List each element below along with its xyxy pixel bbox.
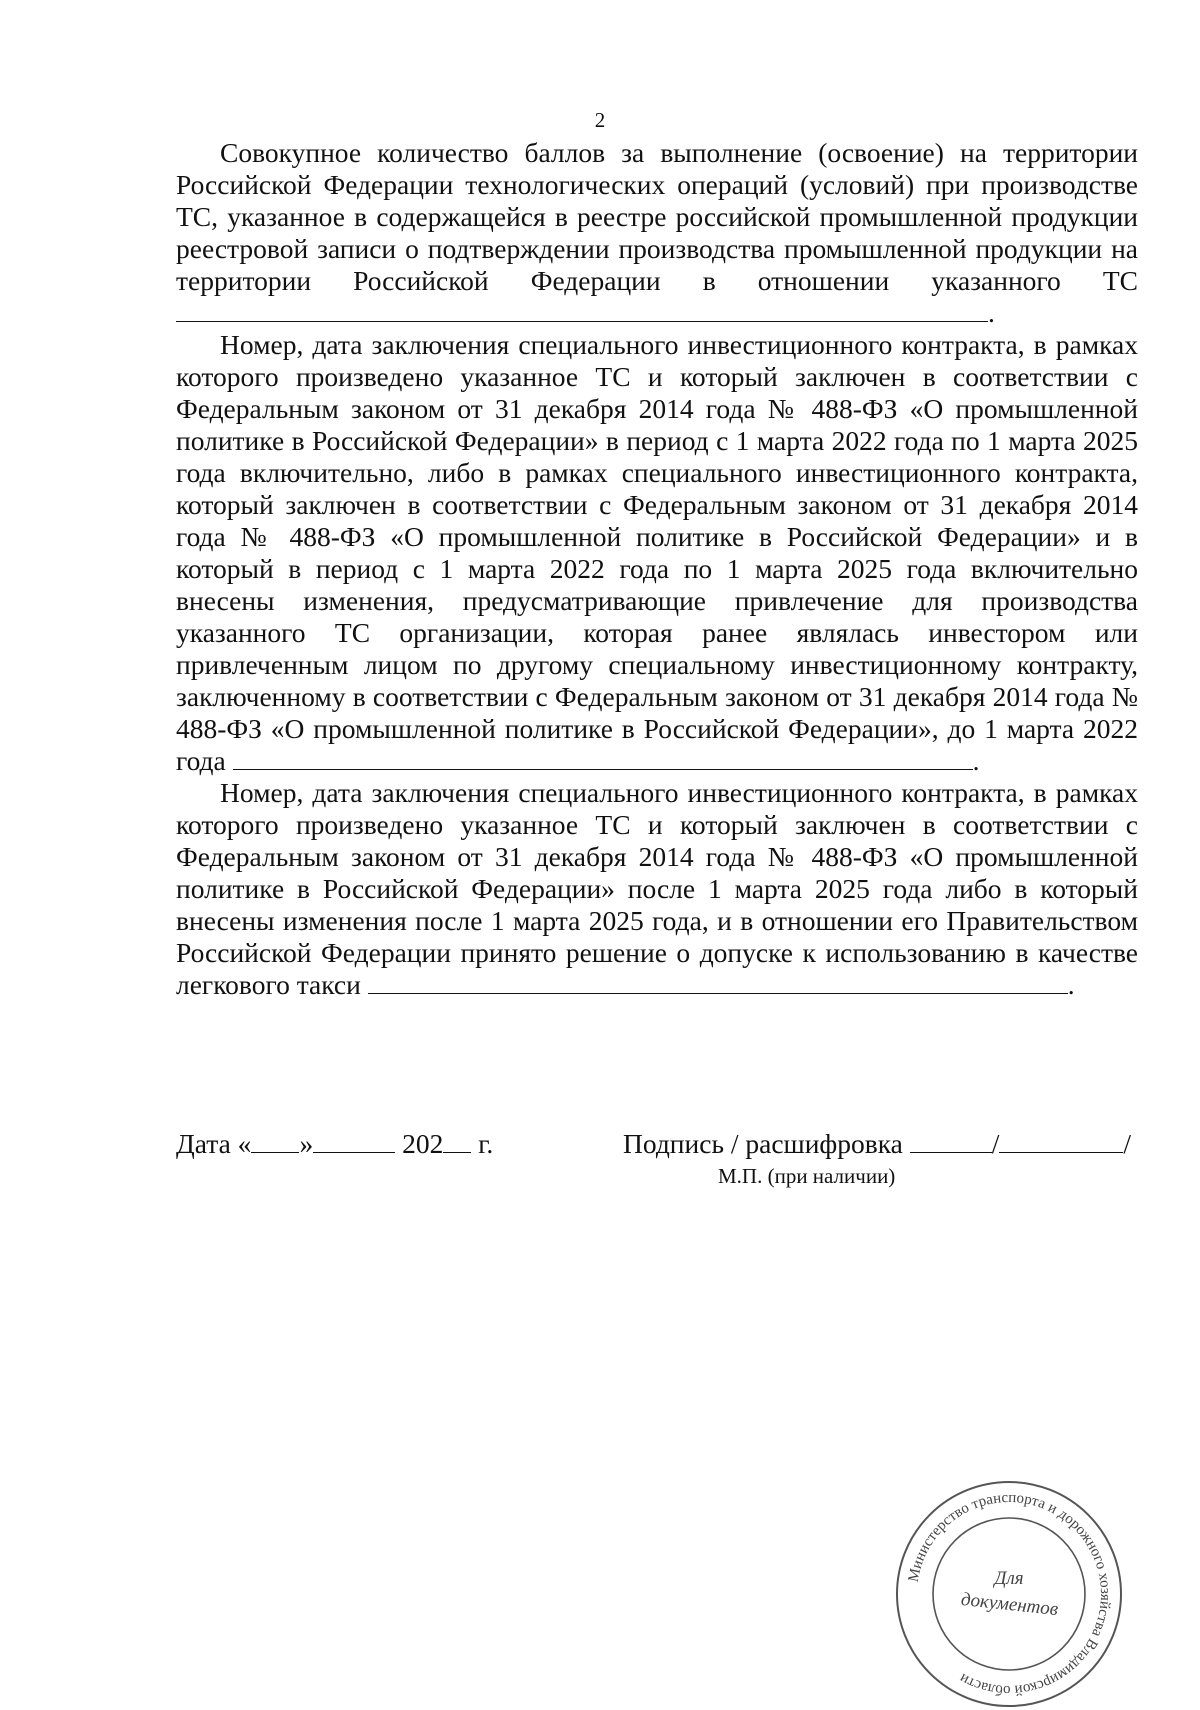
signature-blank[interactable]: [910, 1130, 992, 1153]
year-blank[interactable]: [443, 1130, 471, 1153]
stamp-center-line1: Для: [994, 1568, 1024, 1589]
page-number: 2: [594, 108, 606, 132]
stamp-seal: [893, 1478, 1125, 1710]
name-blank[interactable]: [999, 1130, 1123, 1153]
date-field: Дата « » 202 г.: [176, 1128, 494, 1159]
paragraph-text: Номер, дата заключения специального инвестиционного контракта, в рамках которого произведено указанное ТС и который заключен в соответствии с Федеральным законом от 31 декабря 2014 года № 488-ФЗ «О промышленной политике в Российской Федерации» в период с 1 марта 2022 года по 1 марта 2025 года включительно, либо в рамках специального инвестиционного контракта, который заключен в соответствии с Федеральным законом от 31 декабря 2014 года № 488-ФЗ «О промышленной политике в Российской Федерации» и в который в период с 1 марта 2022 года по 1 марта 2025 года включительно внесены изменения, предусматривающие привлечение для производства указанного ТС организации, которая ранее являлась инвестором или привлеченным лицом по другому специальному инвестиционному контракту, заключенному в соответствии с Федеральным законом от 31 декабря 2014 года № 488-ФЗ «О промышленной политике в Российской Федерации», до 1 марта 2022 года: [176, 329, 1138, 776]
paragraph-points-total: Совокупное количество баллов за выполнение (освоение) на территории Российской Федерации технологических операций (условий) при производстве ТС, указанное в содержащейся в реестре российской промышленной продукции реестровой записи о подтверждении производства промышленной продукции на территории Российской Федерации в отношении указанного ТС.: [176, 137, 1138, 328]
signature-field: Подпись / расшифровка / /: [623, 1128, 1132, 1159]
paragraph-contract-2022-2025: Номер, дата заключения специального инвестиционного контракта, в рамках которого произведено указанное ТС и который заключен в соответствии с Федеральным законом от 31 декабря 2014 года № 488-ФЗ «О промышленной политике в Российской Федерации» в период с 1 марта 2022 года по 1 марта 2025 года включительно, либо в рамках специального инвестиционного контракта, который заключен в соответствии с Федеральным законом от 31 декабря 2014 года № 488-ФЗ «О промышленной политике в Российской Федерации» и в который в период с 1 марта 2022 года по 1 марта 2025 года включительно внесены изменения, предусматривающие привлечение для производства указанного ТС организации, которая ранее являлась инвестором или привлеченным лицом по другому специальному инвестиционному контракту, заключенному в соответствии с Федеральным законом от 31 декабря 2014 года № 488-ФЗ «О промышленной политике в Российской Федерации», до 1 марта 2022 года .: [176, 329, 1138, 776]
day-blank[interactable]: [251, 1130, 299, 1153]
paragraph-text: Номер, дата заключения специального инвестиционного контракта, в рамках которого произведено указанное ТС и который заключен в соответствии с Федеральным законом от 31 декабря 2014 года № 488-ФЗ «О промышленной политике в Российской Федерации» после 1 марта 2025 года либо в который внесены изменения после 1 марта 2025 года, и в отношении его Правительством Российской Федерации принято решение о допуске к использованию в качестве легкового такси: [176, 777, 1138, 1000]
fill-in-line[interactable]: [368, 969, 1068, 994]
fill-in-line[interactable]: [233, 745, 973, 770]
fill-in-line[interactable]: [176, 297, 988, 322]
paragraph-text: Совокупное количество баллов за выполнение (освоение) на территории Российской Федерации технологических операций (условий) при производстве ТС, указанное в содержащейся в реестре российской промышленной продукции реестровой записи о подтверждении производства промышленной продукции на территории Российской Федерации в отношении указанного ТС: [176, 137, 1138, 296]
stamp-ring-text: Министерство транспорта и дорожного хозяйства Владимирской области: [905, 1489, 1114, 1699]
paragraph-contract-after-2025: Номер, дата заключения специального инвестиционного контракта, в рамках которого произведено указанное ТС и который заключен в соответствии с Федеральным законом от 31 декабря 2014 года № 488-ФЗ «О промышленной политике в Российской Федерации» после 1 марта 2025 года либо в который внесены изменения после 1 марта 2025 года, и в отношении его Правительством Российской Федерации принято решение о допуске к использованию в качестве легкового такси .: [176, 777, 1138, 1000]
stamp-center-line2: документов: [960, 1588, 1060, 1621]
document-body: [176, 137, 1138, 1001]
month-blank[interactable]: [313, 1130, 395, 1153]
mp-note: М.П. (при наличии): [718, 1164, 896, 1188]
